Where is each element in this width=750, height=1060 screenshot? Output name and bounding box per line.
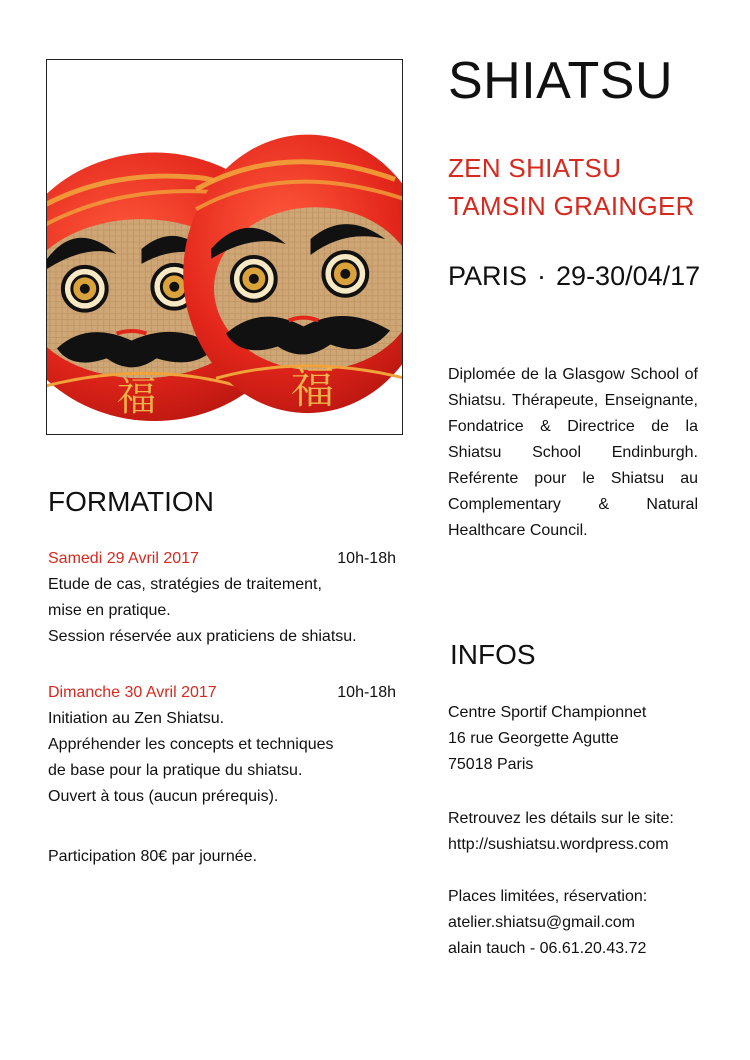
booking-email[interactable]: atelier.shiatsu@gmail.com [448,914,635,931]
session-time: 10h-18h [337,550,396,567]
subtitle-zen-shiatsu: ZEN SHIATSU [448,153,622,183]
website-url[interactable]: http://sushiatsu.wordpress.com [448,836,669,853]
fuku-character-left: 福 [116,374,157,421]
participation-price: Participation 80€ par journée. [48,848,258,865]
session-description-line: Ouvert à tous (aucun prérequis). [48,788,279,805]
session-sunday [48,680,400,810]
event-dates: 29-30/04/17 [556,261,701,291]
session-description-line: Appréhender les concepts et techniques [48,736,334,753]
address-line: Centre Sportif Championnet [448,704,647,721]
teacher-bio [448,362,698,544]
address-line: 75018 Paris [448,756,534,773]
session-time: 10h-18h [337,684,396,701]
website-label: Retrouvez les détails sur le site: [448,810,674,827]
subtitle-teacher-name: TAMSIN GRAINGER [448,191,695,221]
bio-line: Diplomée de la Glasgow School of Shiatsu. [448,366,698,409]
session-date: Dimanche 30 Avril 2017 [48,684,217,701]
booking-info [448,884,647,962]
bio-line: Reférente pour le Shiatsu au Complementary & Natural Healthcare Council. [448,470,698,539]
session-description-line: mise en pratique. [48,602,171,619]
booking-phone[interactable]: alain tauch - 06.61.20.43.72 [448,940,647,957]
session-description-line: de base pour la pratique du shiatsu. [48,762,303,779]
infos-heading: INFOS [450,639,536,670]
address-line: 16 rue Georgette Agutte [448,730,619,747]
poster-title: SHIATSU [448,52,674,110]
fuku-character-right: 福 [290,363,335,415]
session-saturday [48,546,400,650]
bio-line: Thérapeute, Enseignante, Fondatrice & Directrice de la Shiatsu School Endinburgh. [448,392,698,461]
session-description-line: Session réservée aux praticiens de shiatsu. [48,628,357,645]
session-description-line: Initiation au Zen Shiatsu. [48,710,225,727]
event-city: PARIS [448,261,528,291]
venue-address [448,700,646,778]
booking-label: Places limitées, réservation: [448,888,648,905]
daruma-dolls-image [46,59,403,435]
session-description-line: Etude de cas, stratégies de traitement, [48,576,322,593]
session-date: Samedi 29 Avril 2017 [48,550,199,567]
separator-dot: · [537,261,547,291]
daruma-illustration [47,60,402,434]
website-info [448,806,674,858]
formation-heading: FORMATION [48,486,214,517]
event-location-dates [448,263,700,290]
